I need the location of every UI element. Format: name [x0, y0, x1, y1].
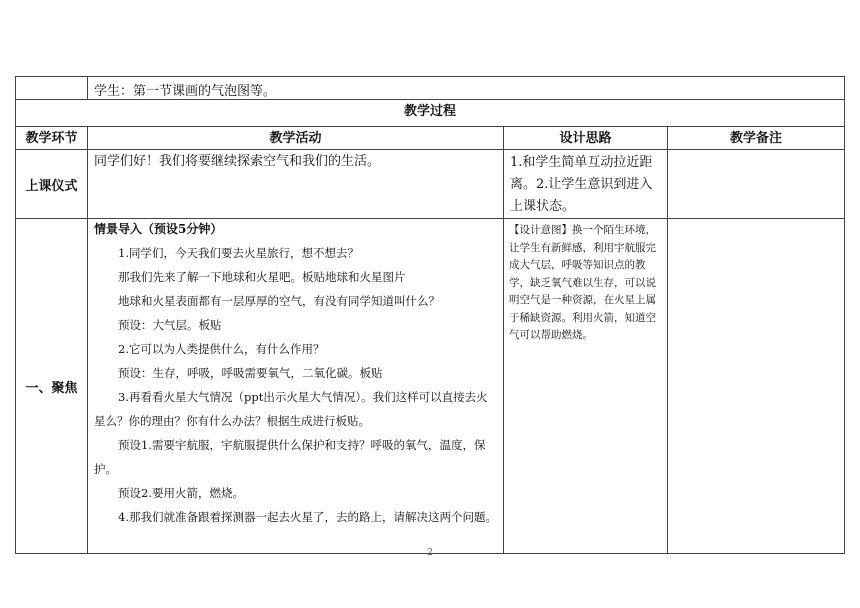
opening-stage: 上课仪式: [16, 150, 88, 219]
header-design: 设计思路: [504, 127, 668, 150]
lesson-plan-table: [15, 76, 845, 554]
opening-activity: 同学们好！我们将要继续探索空气和我们的生活。: [94, 154, 381, 169]
activity-line: 预设2.要用火箭，燃烧。: [118, 486, 244, 500]
opening-note: [668, 150, 845, 219]
activity-line: 2.它可以为人类提供什么，有什么作用？: [118, 342, 325, 356]
activity-line: 4.那我们就准备跟着探测器一起去火星了，去的路上，请解决这两个问题。: [118, 510, 497, 524]
focus-stage: 一、聚焦: [16, 219, 88, 554]
prep-materials-text: 学生：第一节课画的气泡图等。: [94, 84, 277, 99]
activity-line: 预设：大气层。板贴: [118, 318, 222, 332]
focus-subtitle: 情景导入（预设5分钟）: [94, 222, 223, 236]
section-title-row: [16, 100, 845, 127]
opening-row: [16, 150, 845, 219]
prep-row-label-cell: [16, 77, 88, 100]
opening-activity-cell: [88, 150, 504, 219]
header-row: [16, 127, 845, 150]
focus-row: [16, 219, 845, 554]
prep-row: [16, 77, 845, 100]
opening-design-cell: [504, 150, 668, 219]
focus-design: 【设计意图】换一个陌生环境，让学生有新鲜感，利用宇航服完成大气层，呼吸等知识点的教学，缺乏氧气难以生存，可以说明空气是一种资源，在火星上属于稀缺资源。利用火箭，知道空气可以帮助燃烧。: [509, 224, 656, 341]
activity-line: 1.同学们，今天我们要去火星旅行，想不想去？: [118, 246, 359, 260]
focus-activity: [88, 219, 503, 529]
activity-line: 预设1.需要宇航服，宇航服提供什么保护和支持？呼吸的氧气，温度，保护。: [94, 438, 486, 476]
focus-activity-cell: [88, 219, 504, 554]
opening-design: 1.和学生简单互动拉近距离。2.让学生意识到进入上课状态。: [510, 155, 653, 214]
header-activity: 教学活动: [88, 127, 504, 150]
activity-line: 地球和火星表面都有一层厚厚的空气，有没有同学知道叫什么？: [118, 294, 440, 308]
header-note: 教学备注: [668, 127, 845, 150]
activity-line: 那我们先来了解一下地球和火星吧。板贴地球和火星图片: [118, 270, 406, 284]
activity-line: 3.再看看火星大气情况（ppt出示火星大气情况）。我们这样可以直接去火星么？你的理由？你有什么办法？根据生成进行板贴。: [94, 390, 488, 428]
focus-design-cell: [504, 219, 668, 554]
prep-row-content-cell: [88, 77, 845, 100]
page-number: 2: [427, 548, 433, 558]
activity-line: 预设：生存，呼吸，呼吸需要氧气，二氧化碳。板贴: [118, 366, 383, 380]
header-stage: 教学环节: [16, 127, 88, 150]
focus-note: [668, 219, 845, 554]
section-title: 教学过程: [16, 100, 845, 127]
